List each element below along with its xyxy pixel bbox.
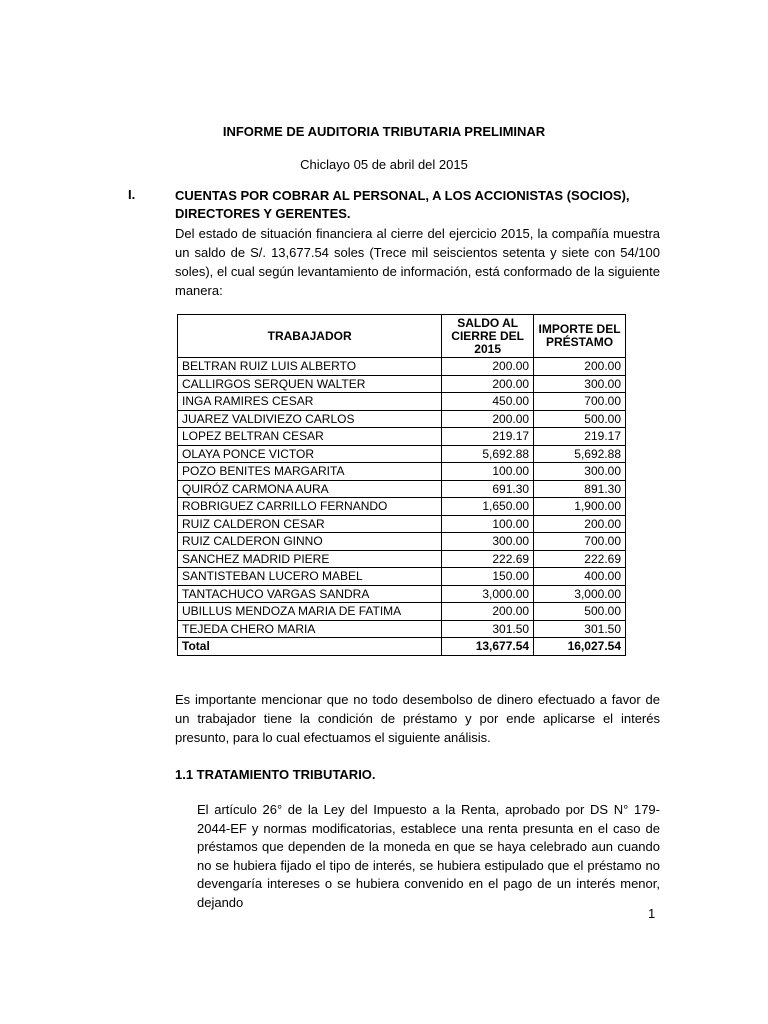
table-row [178,375,626,393]
table-row [178,515,626,533]
cell-importe: 200.00 [534,515,626,533]
section-title: CUENTAS POR COBRAR AL PERSONAL, A LOS ACCIONISTAS (SOCIOS), DIRECTORES Y GERENTES. [175,188,630,221]
cell-trabajador: SANCHEZ MADRID PIERE [178,550,442,568]
table-row [178,585,626,603]
report-date: Chiclayo 05 de abril del 2015 [300,157,468,172]
analysis-paragraph: Es importante mencionar que no todo desembolso de dinero efectuado a favor de un trabajador tiene la condición de préstamo y por ende aplicarse el interés presunto, para lo cual efectuamos el siguiente análisis. [175,692,660,745]
total-label: Total [178,638,442,656]
cell-saldo: 219.17 [442,428,534,446]
cell-importe: 300.00 [534,463,626,481]
cell-saldo: 222.69 [442,550,534,568]
cell-trabajador: TANTACHUCO VARGAS SANDRA [178,585,442,603]
table-row [178,480,626,498]
table-row [178,620,626,638]
table-row [178,603,626,621]
cell-saldo: 100.00 [442,515,534,533]
total-saldo: 13,677.54 [442,638,534,656]
table-row [178,358,626,376]
cell-trabajador: OLAYA PONCE VICTOR [178,445,442,463]
cell-importe: 400.00 [534,568,626,586]
table-row [178,445,626,463]
table-row [178,463,626,481]
total-row [178,638,626,656]
total-importe: 16,027.54 [534,638,626,656]
loans-table [177,314,626,656]
cell-trabajador: TEJEDA CHERO MARIA [178,620,442,638]
cell-importe: 5,692.88 [534,445,626,463]
cell-importe: 700.00 [534,393,626,411]
cell-importe: 1,900.00 [534,498,626,516]
cell-saldo: 301.50 [442,620,534,638]
cell-saldo: 300.00 [442,533,534,551]
header-saldo: SALDO AL CIERRE DEL 2015 [442,315,534,358]
table-row [178,568,626,586]
cell-importe: 300.00 [534,375,626,393]
cell-trabajador: BELTRAN RUIZ LUIS ALBERTO [178,358,442,376]
cell-saldo: 200.00 [442,603,534,621]
report-title: INFORME DE AUDITORIA TRIBUTARIA PRELIMINAR [222,124,546,139]
table-row [178,410,626,428]
page-number: 1 [648,906,656,921]
cell-trabajador: POZO BENITES MARGARITA [178,463,442,481]
table-row [178,533,626,551]
cell-saldo: 3,000.00 [442,585,534,603]
cell-trabajador: INGA RAMIRES CESAR [178,393,442,411]
subsection-heading: 1.1 TRATAMIENTO TRIBUTARIO. [175,767,376,782]
cell-saldo: 150.00 [442,568,534,586]
cell-importe: 891.30 [534,480,626,498]
cell-saldo: 200.00 [442,410,534,428]
header-importe: IMPORTE DEL PRÉSTAMO [534,315,626,358]
cell-saldo: 1,650.00 [442,498,534,516]
cell-trabajador: RUIZ CALDERON CESAR [178,515,442,533]
cell-trabajador: CALLIRGOS SERQUEN WALTER [178,375,442,393]
cell-saldo: 100.00 [442,463,534,481]
table-body [178,358,626,638]
table-row [178,393,626,411]
cell-importe: 222.69 [534,550,626,568]
cell-saldo: 5,692.88 [442,445,534,463]
section-number: I. [128,187,136,202]
header-trabajador: TRABAJADOR [178,315,442,358]
cell-importe: 200.00 [534,358,626,376]
cell-importe: 3,000.00 [534,585,626,603]
cell-trabajador: QUIRÓZ CARMONA AURA [178,480,442,498]
cell-saldo: 200.00 [442,358,534,376]
table-header-row [178,315,626,358]
cell-importe: 500.00 [534,603,626,621]
cell-trabajador: RUIZ CALDERON GINNO [178,533,442,551]
subsection-paragraph: El artículo 26° de la Ley del Impuesto a la Renta, aprobado por DS N° 179-2044-EF y normas modificatorias, establece una renta presunta en el caso de préstamos que dependen de la moneda en que se haya celebrado aun cuando no se hubiera fijado el tipo de interés, se hubiera estipulado que el préstamo no devengaría intereses o se hubiera convenido en el pago de un interés menor, dejando [197,802,660,910]
cell-trabajador: JUAREZ VALDIVIEZO CARLOS [178,410,442,428]
table-row [178,498,626,516]
cell-trabajador: SANTISTEBAN LUCERO MABEL [178,568,442,586]
cell-trabajador: ROBRIGUEZ CARRILLO FERNANDO [178,498,442,516]
intro-paragraph: Del estado de situación financiera al cierre del ejercicio 2015, la compañía muestra un saldo de S/. 13,677.54 soles (Trece mil seiscientos setenta y siete con 54/100 soles), el cual según levantamiento de información, está conformado de la siguiente manera: [175,226,660,298]
cell-importe: 700.00 [534,533,626,551]
cell-importe: 500.00 [534,410,626,428]
cell-saldo: 200.00 [442,375,534,393]
cell-importe: 219.17 [534,428,626,446]
cell-saldo: 450.00 [442,393,534,411]
cell-trabajador: UBILLUS MENDOZA MARIA DE FATIMA [178,603,442,621]
table-row [178,550,626,568]
cell-importe: 301.50 [534,620,626,638]
cell-saldo: 691.30 [442,480,534,498]
cell-trabajador: LOPEZ BELTRAN CESAR [178,428,442,446]
table-row [178,428,626,446]
